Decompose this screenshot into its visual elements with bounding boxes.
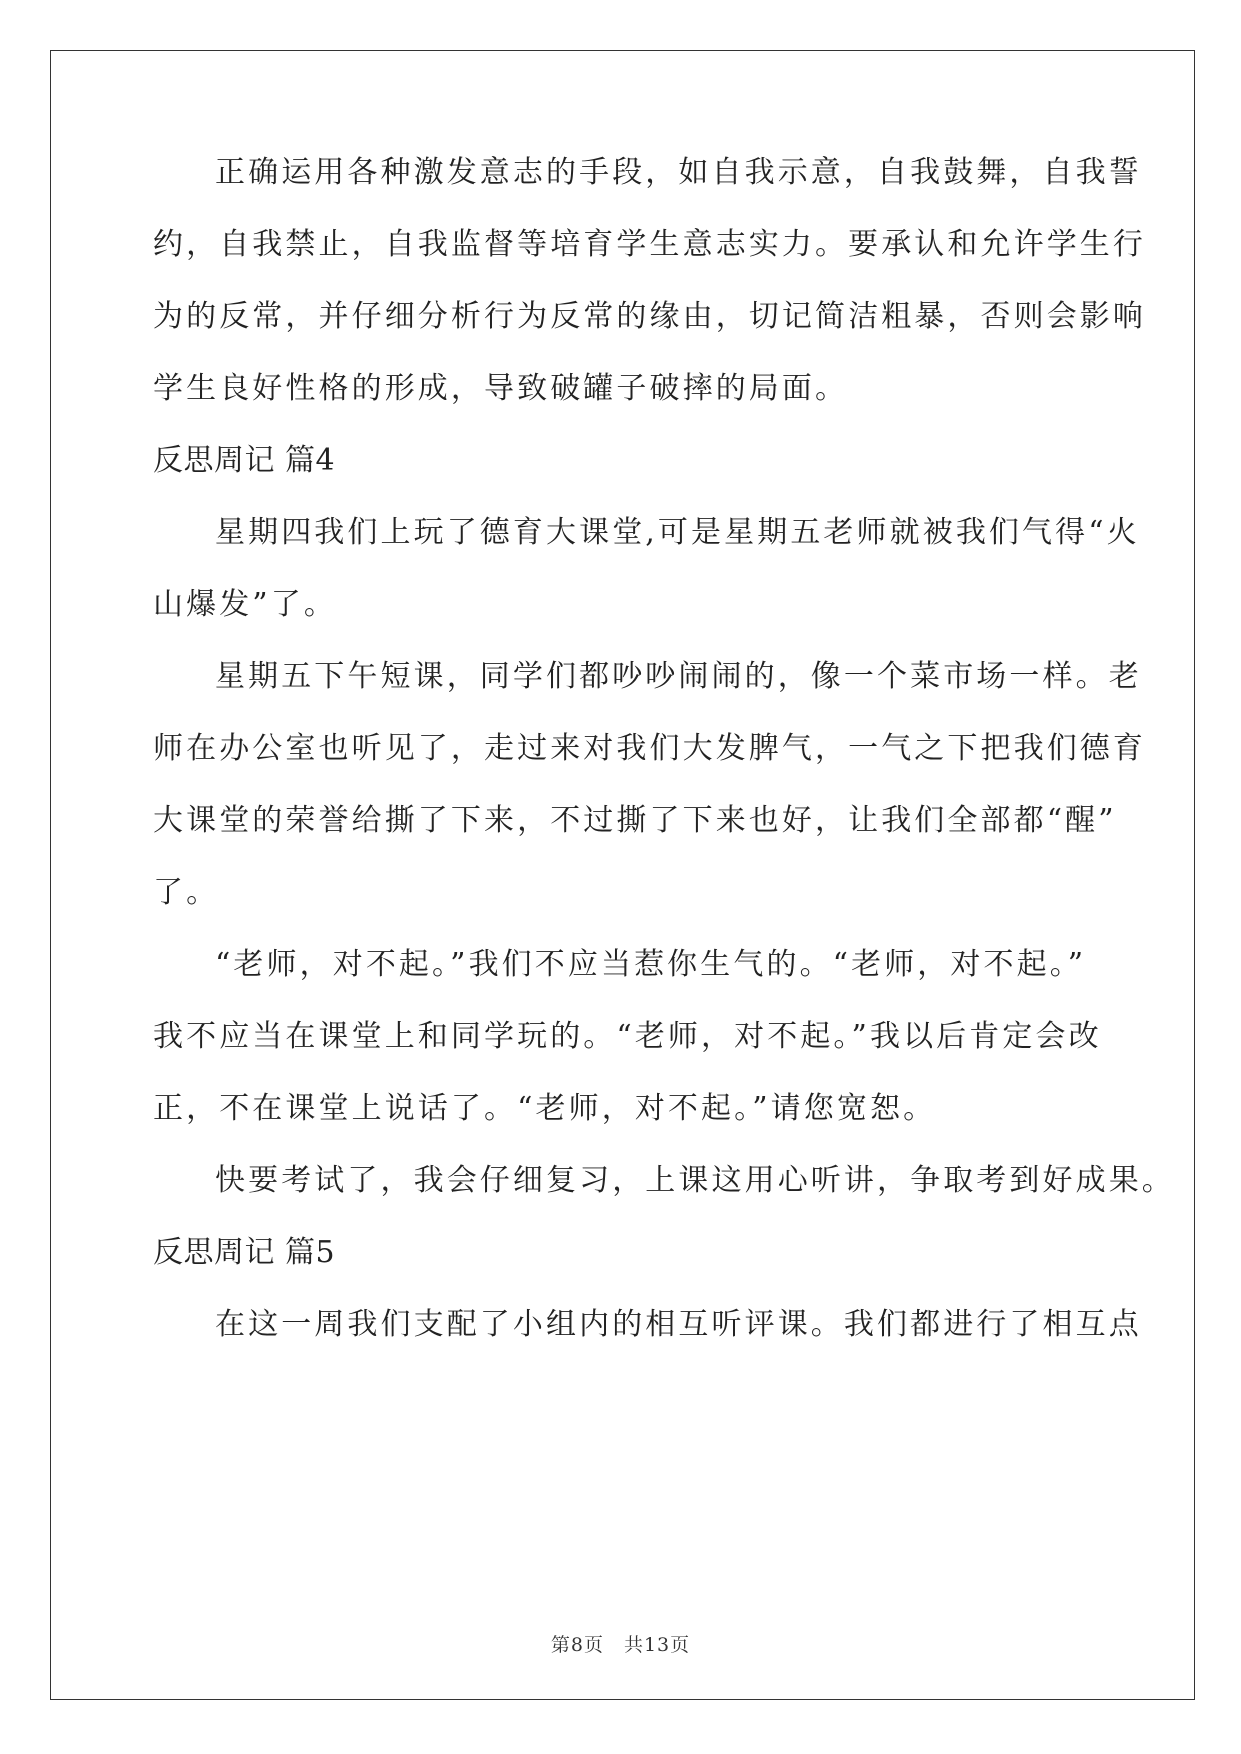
paragraph-line: 正确运用各种激发意志的手段，如自我示意，自我鼓舞，自我誓	[215, 155, 1142, 190]
paragraph-line: 快要考试了，我会仔细复习，上课这用心听讲，争取考到好成果。	[215, 1163, 1175, 1198]
paragraph-line: 我不应当在课堂上和同学玩的。“老师，对不起。”我以后肯定会改	[153, 1019, 1102, 1054]
paragraph-line: 约，自我禁止，自我监督等培育学生意志实力。要承认和允许学生行	[153, 227, 1146, 262]
page-number-footer: 第8页 共13页	[550, 1634, 691, 1656]
paragraph-line: 星期四我们上玩了德育大课堂,可是星期五老师就被我们气得“火	[215, 515, 1140, 550]
paragraph-line: 正，不在课堂上说话了。“老师，对不起。”请您宽恕。	[153, 1091, 937, 1126]
paragraph-line: 大课堂的荣誉给撕了下来，不过撕了下来也好，让我们全部都“醒”	[153, 803, 1117, 838]
paragraph-line: 学生良好性格的形成，导致破罐子破摔的局面。	[153, 371, 849, 406]
paragraph-line: 在这一周我们支配了小组内的相互听评课。我们都进行了相互点	[215, 1307, 1142, 1342]
section-heading: 反思周记 篇5	[153, 1235, 336, 1270]
paragraph-line: 星期五下午短课，同学们都吵吵闹闹的，像一个菜市场一样。老	[215, 659, 1142, 694]
paragraph-line: 为的反常，并仔细分析行为反常的缘由，切记简洁粗暴，否则会影响	[153, 299, 1146, 334]
paragraph-line: “老师，对不起。”我们不应当惹你生气的。“老师，对不起。”	[215, 947, 1087, 982]
paragraph-line: 师在办公室也听见了，走过来对我们大发脾气，一气之下把我们德育	[153, 731, 1146, 766]
paragraph-line: 山爆发”了。	[153, 587, 337, 622]
section-heading: 反思周记 篇4	[153, 443, 336, 478]
paragraph-line: 了。	[153, 875, 220, 910]
